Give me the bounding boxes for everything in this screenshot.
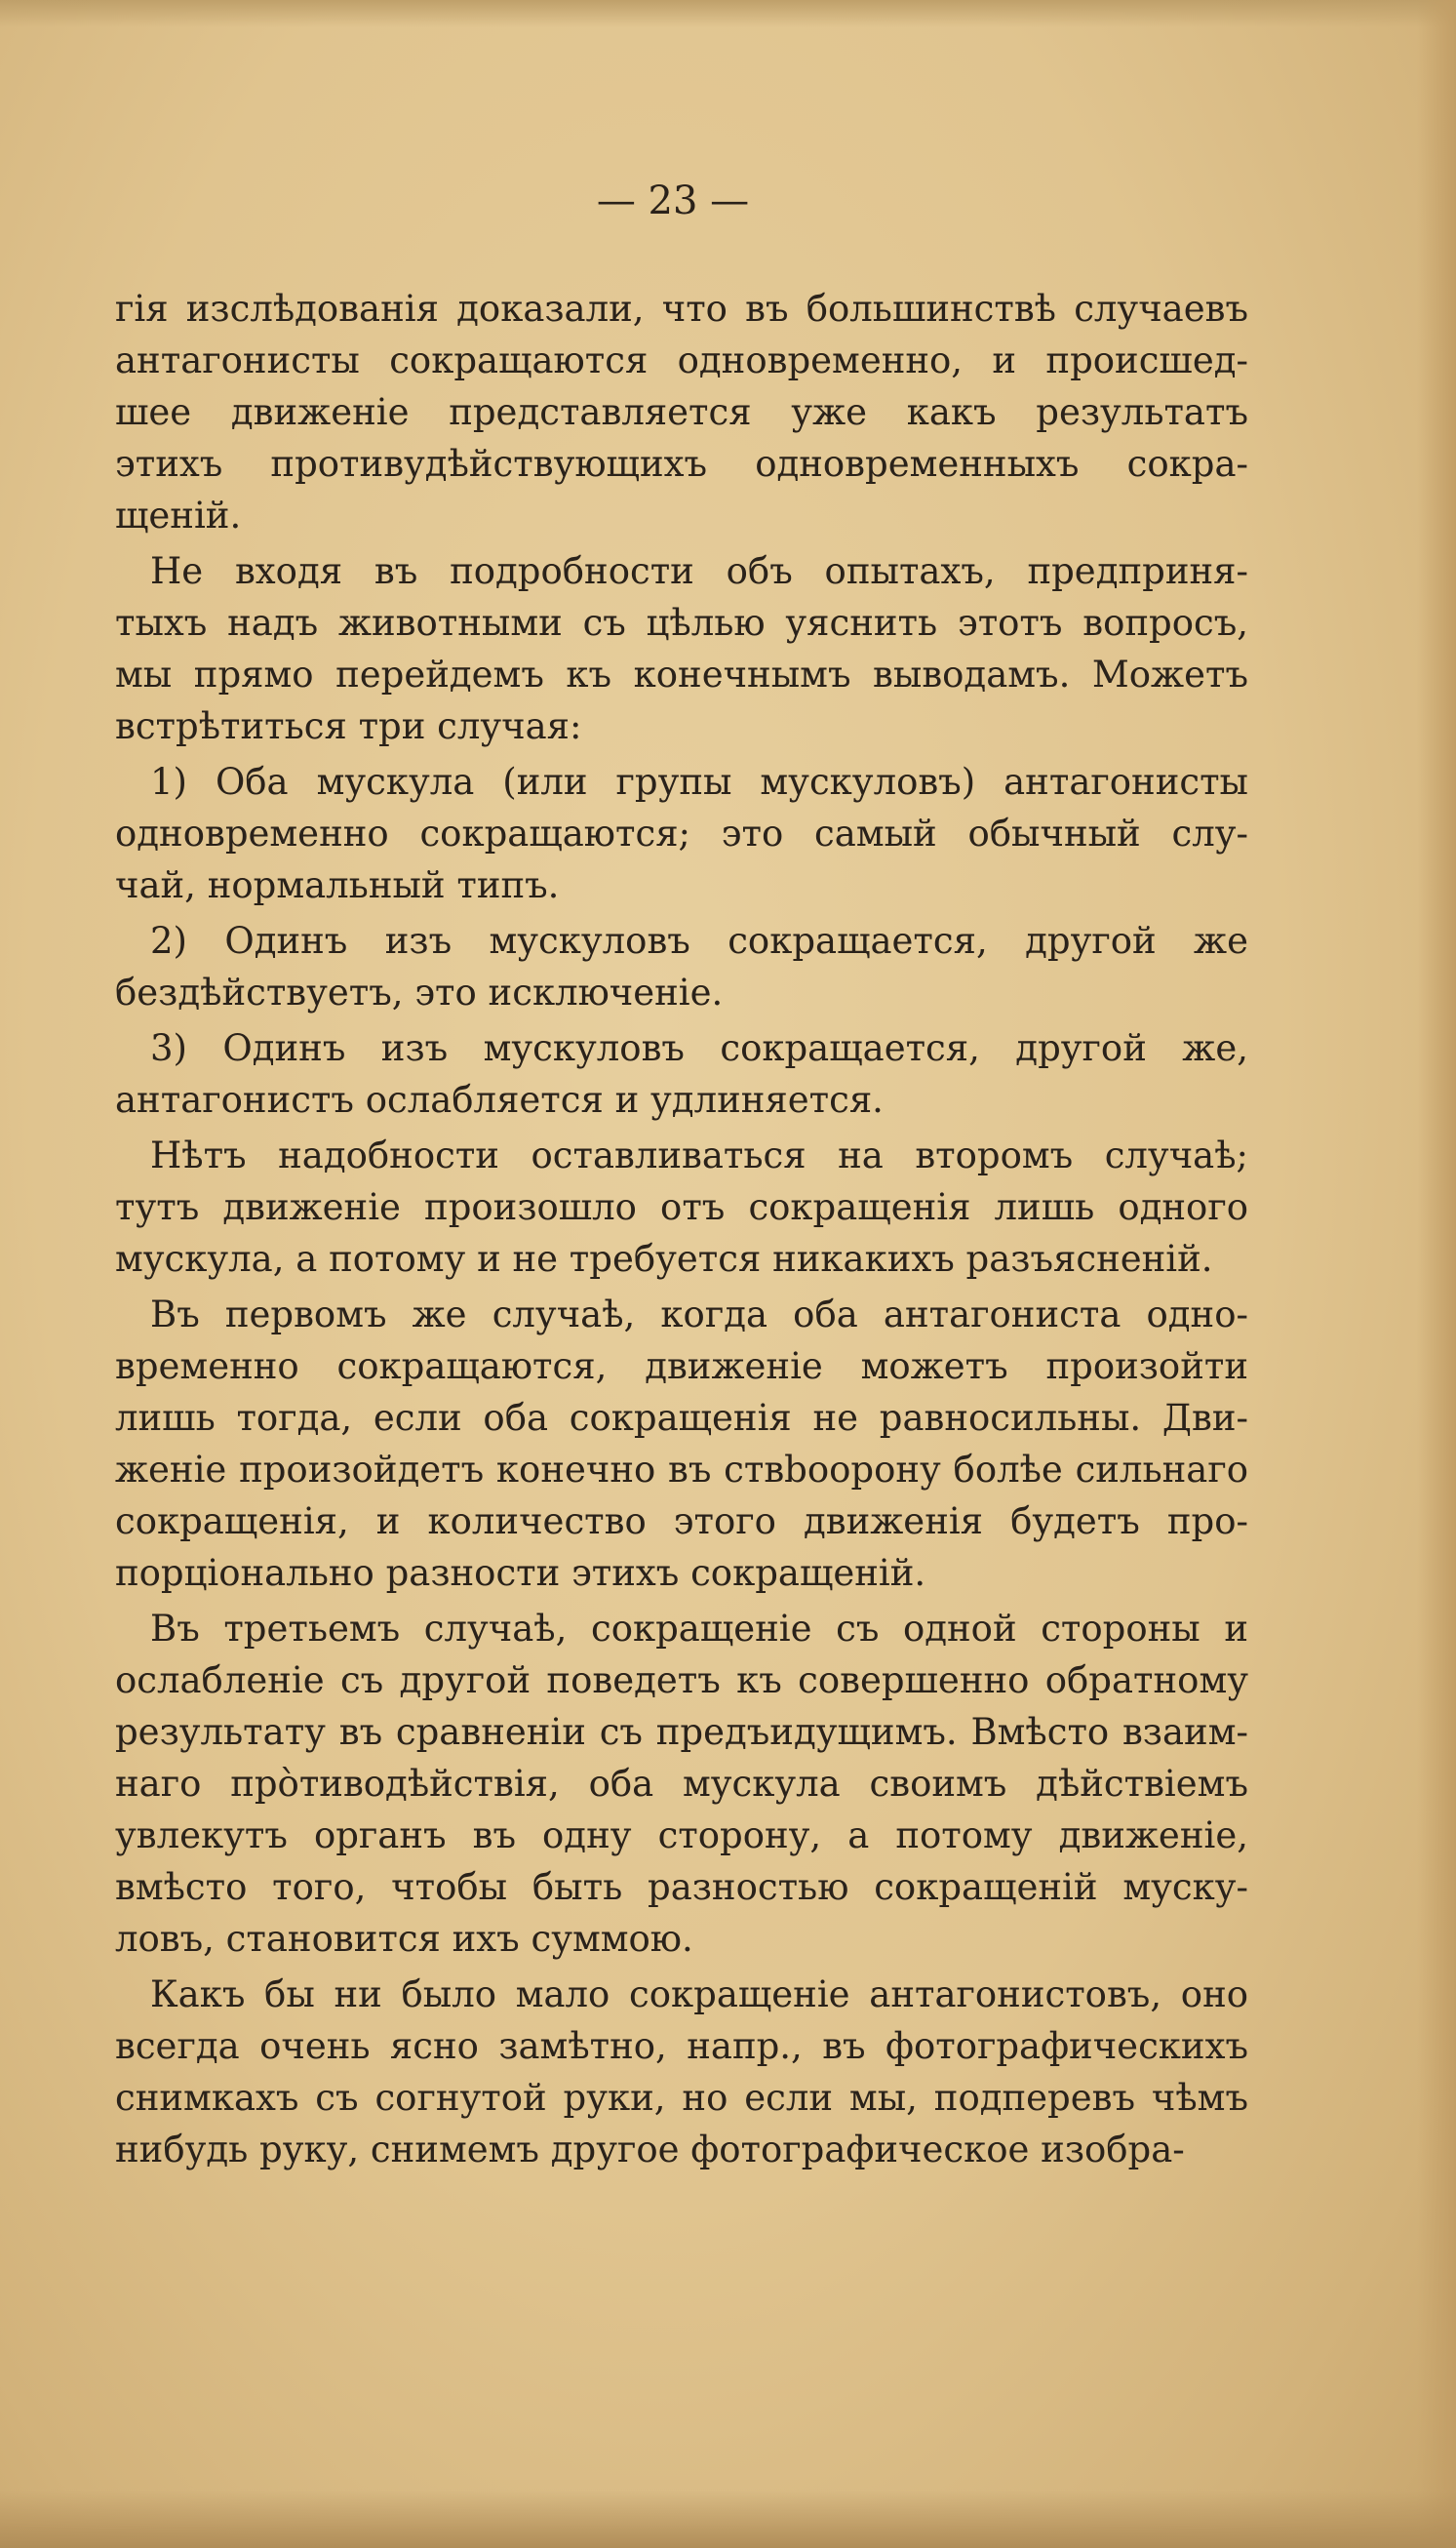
page-edge-shadow-top: [0, 0, 1456, 27]
text-line: женіе произойдетъ конечно въ ствbooрону болѣе сильнаго: [115, 1449, 1248, 1491]
text-line: результату въ сравненіи съ предъидущимъ. Вмѣсто взаим-: [115, 1711, 1248, 1753]
text-line: тыхъ надъ животными съ цѣлью уяснить этотъ вопросъ,: [115, 602, 1248, 644]
text-line: Нѣтъ надобности оставливаться на второмъ случаѣ;: [150, 1135, 1248, 1176]
text-line: чай, нормальный типъ.: [115, 864, 560, 906]
paragraph-3: [115, 756, 1248, 911]
text-line: встрѣтиться три случая:: [115, 705, 582, 747]
paragraph-9: [115, 1969, 1248, 2175]
page-body-text: [115, 283, 1248, 2179]
text-line: всегда очень ясно замѣтно, напр., въ фотографическихъ: [115, 2025, 1248, 2067]
text-line: антагонистъ ослабляется и удлиняется.: [115, 1079, 884, 1121]
text-line: наго прòтиводѣйствія, оба мускула своимъ дѣйствіемъ: [115, 1763, 1248, 1805]
page-edge-shadow-right: [1417, 0, 1456, 2548]
text-line: нибудь руку, снимемъ другое фотографическое изобра-: [115, 2129, 1185, 2170]
text-line: Какъ бы ни было мало сокращеніе антагонистовъ, оно: [150, 1973, 1248, 2015]
paragraph-8: [115, 1603, 1248, 1965]
text-line: сокращенія, и количество этого движенія будетъ про-: [115, 1500, 1248, 1542]
text-line: 2) Одинъ изъ мускуловъ сокращается, другой же: [150, 920, 1248, 962]
text-line: мускула, а потому и не требуется никакихъ разъясненій.: [115, 1238, 1213, 1280]
paragraph-7: [115, 1289, 1248, 1599]
paragraph-5: [115, 1022, 1248, 1126]
text-line: порціонально разности этихъ сокращеній.: [115, 1552, 926, 1594]
text-line: гія изслѣдованія доказали, что въ большинствѣ случаевъ: [115, 288, 1248, 330]
text-line: временно сокращаются, движеніе можетъ произойти: [115, 1345, 1248, 1387]
text-line: Въ третьемъ случаѣ, сокращеніе съ одной стороны и: [150, 1608, 1248, 1650]
text-line: Не входя въ подробности объ опытахъ, предприня-: [150, 550, 1248, 592]
text-line: одновременно сокращаются; это самый обычный слу-: [115, 813, 1248, 855]
text-line: 3) Одинъ изъ мускуловъ сокращается, другой же,: [150, 1027, 1248, 1069]
text-line: бездѣйствуетъ, это исключеніе.: [115, 972, 724, 1014]
page-number: — 23 —: [596, 179, 750, 223]
paragraph-4: [115, 915, 1248, 1018]
text-line: шее движеніе представляется уже какъ результатъ: [115, 391, 1248, 433]
text-line: антагонисты сокращаются одновременно, и происшед-: [115, 339, 1248, 381]
paragraph-6: [115, 1130, 1248, 1285]
paragraph-2: [115, 545, 1248, 752]
text-line: Въ первомъ же случаѣ, когда оба антагониста одно-: [150, 1294, 1248, 1335]
text-line: ловъ, становится ихъ суммою.: [115, 1918, 693, 1960]
text-line: снимкахъ съ согнутой руки, но если мы, подперевъ чѣмъ: [115, 2077, 1248, 2119]
text-line: 1) Оба мускула (или групы мускуловъ) антагонисты: [150, 761, 1248, 803]
text-line: ослабленіе съ другой поведетъ къ совершенно обратному: [115, 1659, 1248, 1701]
text-line: тутъ движеніе произошло отъ сокращенія лишь одного: [115, 1186, 1248, 1228]
paragraph-1: [115, 283, 1248, 541]
text-line: лишь тогда, если оба сокращенія не равносильны. Дви-: [115, 1397, 1248, 1439]
text-line: щеній.: [115, 495, 242, 537]
text-line: увлекутъ органъ въ одну сторону, а потому движеніе,: [115, 1814, 1248, 1856]
text-line: вмѣсто того, чтобы быть разностью сокращеній муску-: [115, 1866, 1248, 1908]
text-line: мы прямо перейдемъ къ конечнымъ выводамъ. Можетъ: [115, 654, 1248, 696]
text-line: этихъ противудѣйствующихъ одновременныхъ сокра-: [115, 443, 1248, 485]
page-edge-shadow-bottom: [0, 2489, 1456, 2548]
